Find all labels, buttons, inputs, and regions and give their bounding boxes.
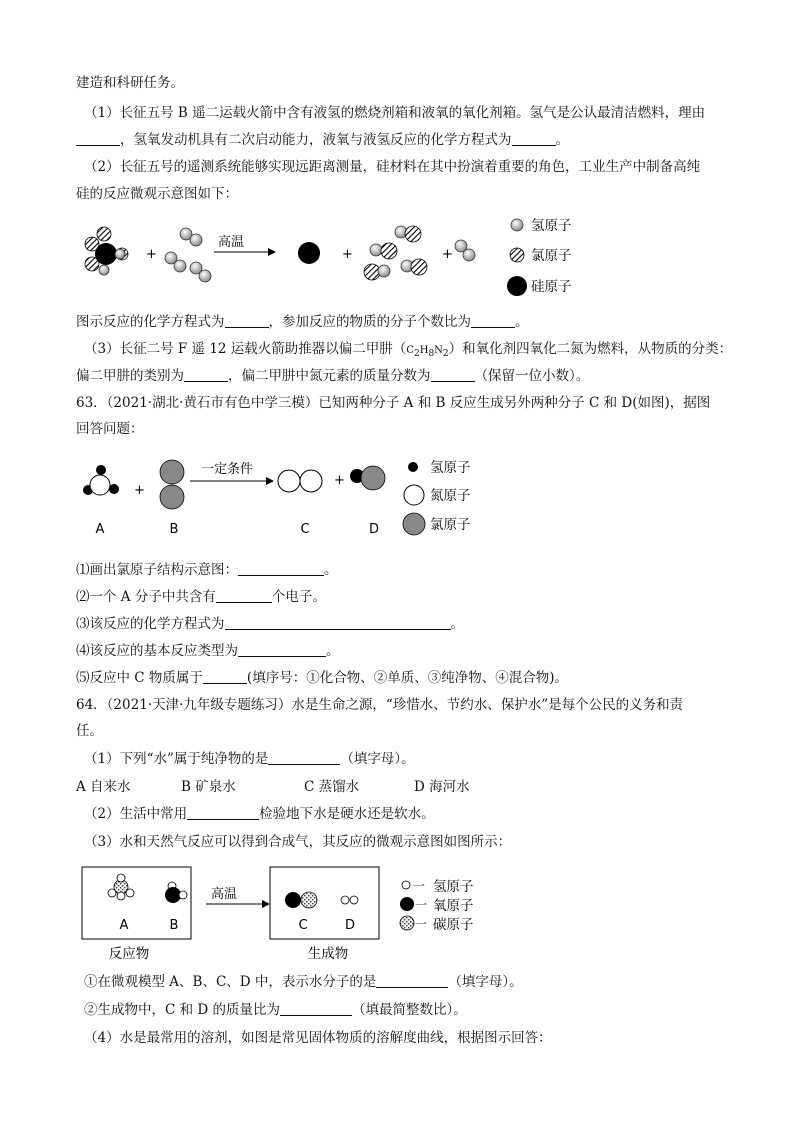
text-line: 偏二甲肼的类别为 ，偏二甲肼中氮元素的质量分数为 （保留一位小数）。 — [76, 368, 590, 384]
svg-text:+: + — [134, 483, 145, 498]
reaction-condition: 高温 — [211, 887, 238, 902]
answer-blank[interactable] — [238, 562, 324, 576]
svg-text:+: + — [146, 247, 157, 262]
ammonia-chlorine-diagram — [76, 448, 496, 540]
answer-blank[interactable] — [280, 1002, 352, 1016]
svg-text:一: 一 — [413, 879, 426, 893]
text-line: ②生成物中，C 和 D 的质量比为 （填最简整数比）。 — [84, 1002, 467, 1018]
oxygen-legend-icon — [400, 897, 414, 911]
text-line: ，氢氧发动机具有二次启动能力，液氧与液氢反应的化学方程式为 。 — [76, 131, 569, 149]
svg-text:A: A — [95, 522, 105, 537]
text-line: ⑸反应中 C 物质属于 (填序号：①化合物、②单质、③纯净物、④混合物)。 — [76, 670, 568, 686]
answer-blank[interactable] — [184, 368, 228, 382]
chlorine-legend-icon — [403, 513, 425, 535]
answer-blank[interactable] — [187, 806, 259, 820]
text-line: （4）水是最常用的溶剂，如图是常见固体物质的溶解度曲线，根据图示回答： — [84, 1030, 552, 1046]
svg-text:D: D — [368, 522, 380, 537]
legend — [507, 218, 572, 296]
reaction-condition: 高温 — [218, 235, 245, 250]
svg-text:B: B — [169, 918, 179, 933]
svg-text:氢原子: 氢原子 — [430, 460, 471, 476]
molecule-a — [83, 465, 119, 495]
answer-blank[interactable] — [216, 589, 272, 603]
nitrogen-legend-icon — [404, 485, 424, 505]
hydrogen-legend-icon — [511, 219, 523, 231]
molecule-b — [160, 460, 184, 509]
text-line: （1）长征五号 B 遥二运载火箭中含有液氢的燃烧剂箱和液氧的氧化剂箱。氢气是公认最清洁燃料，理由 — [84, 105, 706, 121]
text-line: （3）水和天然气反应可以得到合成气，其反应的微观示意图如图所示： — [84, 834, 512, 850]
text-line: ⑷该反应的基本反应类型为 。 — [76, 643, 340, 659]
svg-text:氮原子: 氮原子 — [430, 488, 471, 504]
svg-text:反应物: 反应物 — [108, 946, 150, 962]
svg-text:一: 一 — [415, 917, 428, 931]
option-a[interactable]: A 自来水 — [76, 779, 131, 795]
svg-text:D: D — [344, 918, 356, 933]
question-64: 64．（2021·天津·九年级专题练习）水是生命之源，“珍惜水、节约水、保护水”是每个公民的义务和责 — [76, 697, 684, 713]
text-line: （2）长征五号的遥测系统能够实现远距离测量，硅材料在其中扮演着重要的角色，工业生产中制备高纯 — [84, 159, 701, 175]
svg-text:+: + — [442, 247, 453, 262]
molecule-a — [108, 874, 134, 900]
option-b[interactable]: B 矿泉水 — [181, 779, 236, 795]
svg-text:氢原子: 氢原子 — [531, 218, 572, 234]
legend — [400, 879, 474, 933]
answer-blank[interactable] — [76, 132, 120, 146]
chlorine-legend-icon — [510, 248, 524, 262]
answer-blank[interactable] — [225, 314, 269, 328]
option-d[interactable]: D 海河水 — [414, 779, 470, 795]
molecule-d — [350, 466, 385, 490]
text-line: 图示反应的化学方程式为 ，参加反应的物质的分子个数比为 。 — [76, 314, 529, 330]
molecule-d — [341, 896, 358, 904]
answer-blank[interactable] — [238, 643, 326, 657]
svg-text:硅原子: 硅原子 — [531, 279, 572, 295]
hydrogen-legend-icon — [408, 462, 418, 472]
option-c[interactable]: C 蒸馏水 — [304, 779, 360, 795]
svg-text:碳原子: 碳原子 — [433, 917, 474, 933]
silicon-reaction-diagram — [76, 208, 596, 304]
legend — [403, 460, 471, 535]
answer-blank[interactable] — [268, 751, 340, 765]
svg-text:氯原子: 氯原子 — [531, 248, 572, 264]
water-gas-diagram — [76, 863, 496, 963]
text-line: ⑴画出氯原子结构示意图： 。 — [76, 562, 338, 578]
carbon-legend-icon — [400, 916, 414, 930]
text-line: ⑶该反应的化学方程式为 。 — [76, 616, 464, 632]
hydrogen-legend-icon — [402, 881, 410, 889]
reaction-arrow — [268, 248, 276, 256]
answer-blank[interactable] — [225, 616, 451, 630]
text-line: 硅的反应微观示意图如下： — [76, 186, 238, 202]
svg-text:A: A — [119, 918, 129, 933]
silicon-legend-icon — [507, 276, 527, 296]
text-line: ⑵一个 A 分子中共含有 个电子。 — [76, 589, 326, 605]
svg-text:+: + — [342, 247, 353, 262]
reaction-arrow — [262, 900, 270, 908]
svg-text:氢原子: 氢原子 — [433, 879, 474, 895]
text-line: （1）下列“水”属于纯净物的是 （填字母）。 — [84, 751, 415, 767]
reaction-arrow — [266, 477, 274, 485]
svg-text:C: C — [300, 522, 310, 537]
text-line: ①在微观模型 A、B、C、D 中，表示水分子的是 （填字母）。 — [84, 974, 523, 990]
svg-text:+: + — [334, 473, 345, 488]
molecule-c — [285, 892, 317, 908]
hydrogen-molecules — [165, 228, 211, 282]
hcl-molecules — [364, 226, 427, 280]
answer-blank[interactable] — [376, 974, 448, 988]
text-line: 建造和科研任务。 — [76, 75, 184, 91]
reaction-condition: 一定条件 — [201, 462, 254, 477]
options-row — [76, 778, 470, 796]
answer-blank[interactable] — [471, 314, 515, 328]
molecule-c — [278, 470, 322, 492]
text-line: 任。 — [76, 723, 103, 739]
text-line: （3）长征二号 F 遥 12 运载火箭助推器以偏二甲肼$(C_2H_8N_2)$和氧化剂四氧化二氮为燃料，从物质的分类： — [84, 341, 733, 359]
text-line: （2）生活中常用 检验地下水是硬水还是软水。 — [84, 806, 435, 822]
svg-text:氧原子: 氧原子 — [433, 898, 474, 914]
answer-blank[interactable] — [512, 132, 556, 146]
sicl-h-molecule — [85, 227, 128, 275]
svg-text:B: B — [169, 522, 179, 537]
svg-text:C: C — [298, 918, 308, 933]
svg-text:生成物: 生成物 — [307, 946, 349, 962]
answer-blank[interactable] — [203, 670, 247, 684]
silicon-atom — [298, 242, 320, 264]
svg-text:氯原子: 氯原子 — [430, 517, 471, 533]
text-line: 回答问题： — [76, 421, 144, 437]
svg-text:一: 一 — [415, 898, 428, 912]
answer-blank[interactable] — [431, 368, 475, 382]
molecule-b — [165, 882, 187, 903]
question-63: 63．（2021·湖北·黄石市有色中学三模）已知两种分子 A 和 B 反应生成另外两种分子 C 和 D(如图)，据图 — [76, 395, 711, 411]
